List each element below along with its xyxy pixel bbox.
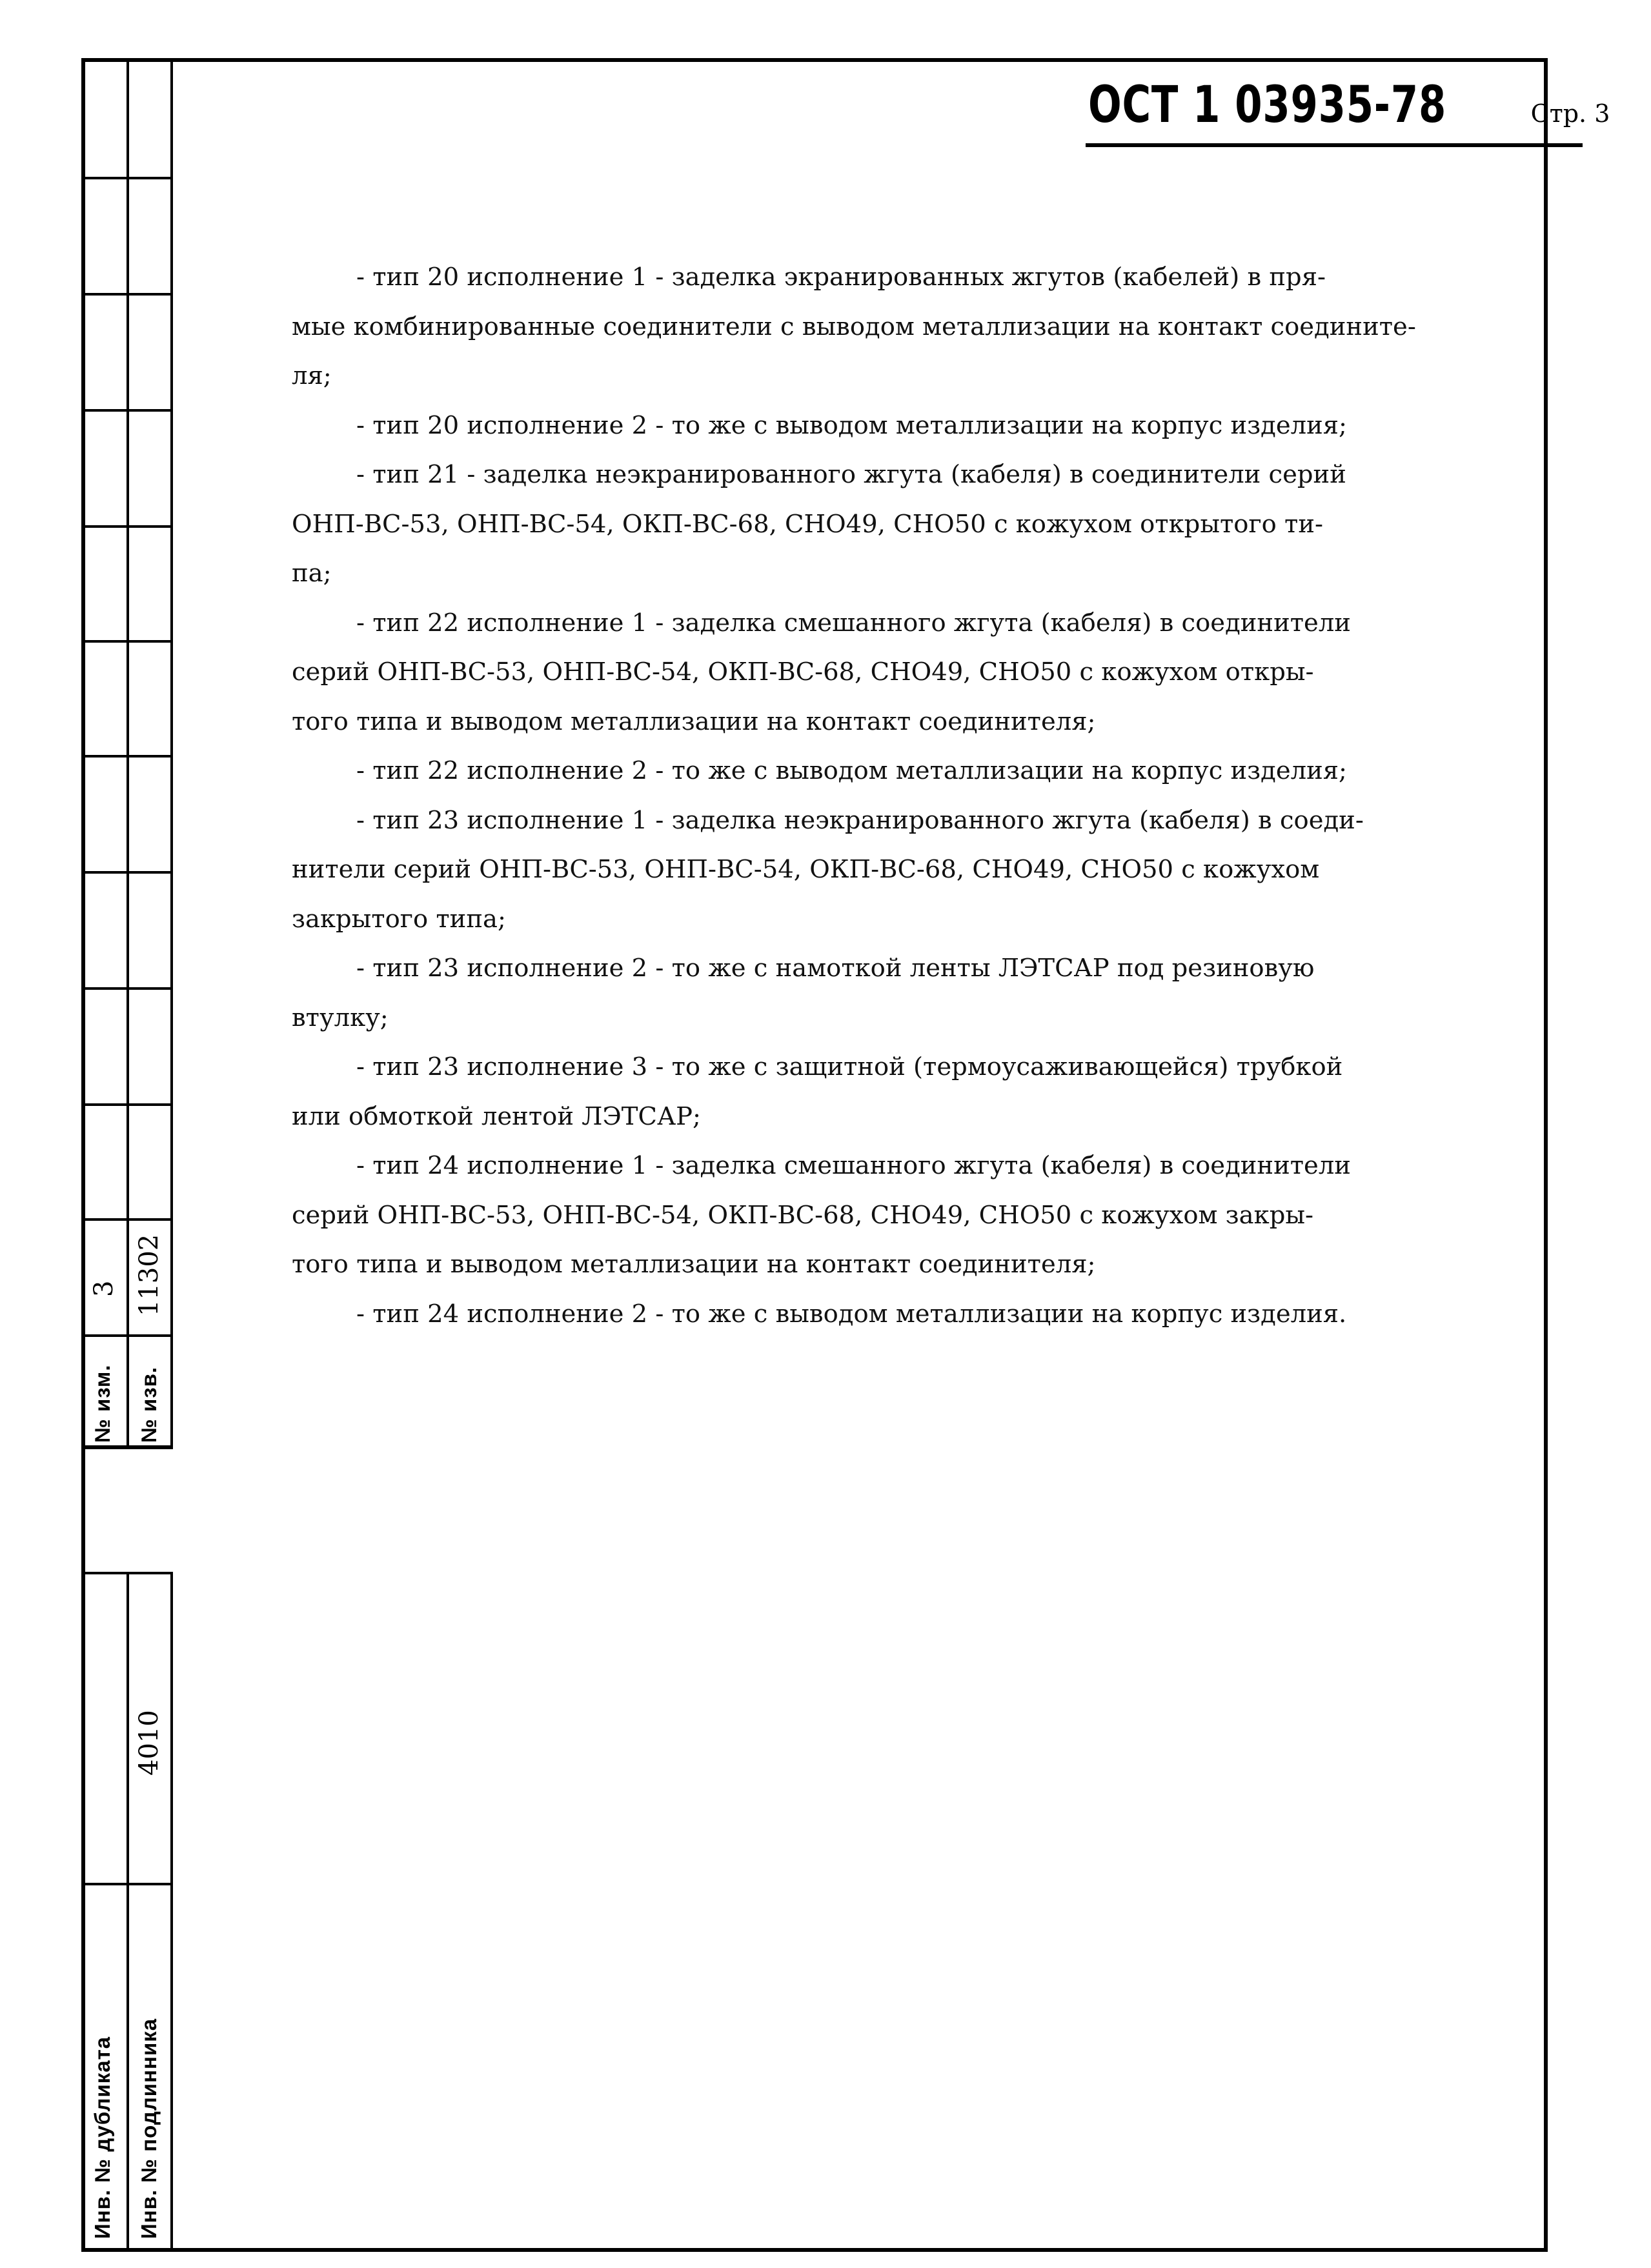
text-line: - тип 23 исполнение 1 - заделка неэкранированного жгута (кабеля) в соеди-: [356, 805, 1364, 835]
text-line: - тип 22 исполнение 1 - заделка смешанного жгута (кабеля) в соединители: [356, 608, 1351, 637]
text-line: серий ОНП-ВС-53, ОНП-ВС-54, ОКП-ВС-68, СНО49, СНО50 с кожухом закры-: [292, 1200, 1313, 1230]
paragraph: [292, 599, 1473, 747]
izm-value: 3: [89, 1280, 119, 1297]
text-line: серий ОНП-ВС-53, ОНП-ВС-54, ОКП-ВС-68, СНО49, СНО50 с кожухом откры-: [292, 657, 1314, 687]
document-header: [1086, 76, 1610, 147]
paragraph: [292, 401, 1473, 451]
text-line: - тип 20 исполнение 2 - то же с выводом металлизации на корпус изделия;: [356, 410, 1348, 440]
izv-label: № изв.: [137, 1366, 161, 1443]
paragraph: [292, 796, 1473, 945]
paragraph: [292, 747, 1473, 796]
document-code: ОСТ 1 03935-78: [1088, 76, 1447, 134]
paragraph: [292, 1290, 1473, 1340]
text-line: или обмоткой лентой ЛЭТСАР;: [292, 1101, 701, 1131]
text-line: па;: [292, 559, 332, 588]
text-line: - тип 21 - заделка неэкранированного жгута (кабеля) в соединители серий: [356, 460, 1346, 489]
text-line: - тип 22 исполнение 2 - то же с выводом металлизации на корпус изделия;: [356, 756, 1348, 785]
podl-value: 4010: [134, 1710, 164, 1776]
text-line: того типа и выводом металлизации на контакт соединителя;: [292, 707, 1096, 736]
text-line: - тип 20 исполнение 1 - заделка экранированных жгутов (кабелей) в пря-: [356, 263, 1326, 292]
izv-value: 11302: [134, 1234, 164, 1316]
text-line: мые комбинированные соединители с выводом металлизации на контакт соедините-: [292, 312, 1416, 341]
page-number: Стр. 3: [1530, 99, 1610, 128]
podl-label: Инв. № подлинника: [137, 2018, 161, 2239]
text-line: - тип 24 исполнение 1 - заделка смешанного жгута (кабеля) в соединители: [356, 1151, 1351, 1180]
paragraph: [292, 253, 1473, 401]
text-line: - тип 23 исполнение 2 - то же с намоткой ленты ЛЭТСАР под резиновую: [356, 954, 1315, 983]
paragraph: [292, 1043, 1473, 1141]
text-line: закрытого типа;: [292, 904, 506, 934]
paragraph: [292, 1141, 1473, 1290]
dubl-label: Инв. № дубликата: [90, 2036, 114, 2239]
text-line: того типа и выводом металлизации на контакт соединителя;: [292, 1250, 1096, 1279]
text-line: - тип 23 исполнение 3 - то же с защитной (термоусаживающейся) трубкой: [356, 1052, 1343, 1081]
izm-label: № изм.: [90, 1364, 114, 1443]
paragraph: [292, 450, 1473, 599]
text-line: ля;: [292, 361, 332, 390]
paragraph: [292, 944, 1473, 1043]
text-line: нители серий ОНП-ВС-53, ОНП-ВС-54, ОКП-ВС-68, СНО49, СНО50 с кожухом: [292, 855, 1320, 884]
text-line: втулку;: [292, 1003, 389, 1032]
document-body: [292, 253, 1473, 1339]
text-line: ОНП-ВС-53, ОНП-ВС-54, ОКП-ВС-68, СНО49, СНО50 с кожухом открытого ти-: [292, 509, 1323, 539]
text-line: - тип 24 исполнение 2 - то же с выводом металлизации на корпус изделия.: [356, 1299, 1347, 1329]
